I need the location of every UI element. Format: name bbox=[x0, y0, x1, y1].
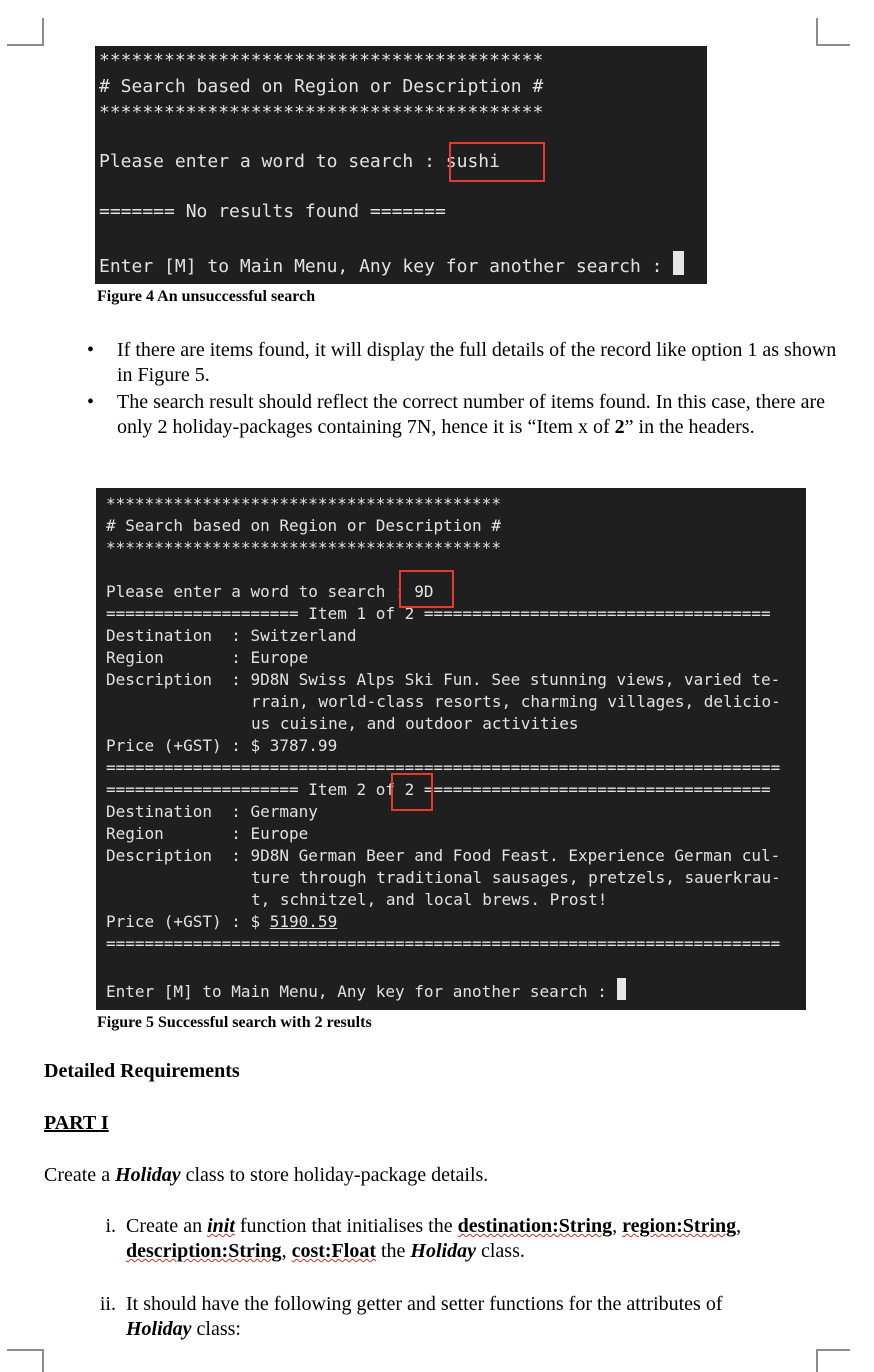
no-results-message: ======= No results found ======= bbox=[99, 201, 446, 222]
req-text: the bbox=[375, 1240, 411, 1262]
price-value: $ 3787.99 bbox=[250, 736, 338, 755]
item-2-price bbox=[106, 912, 337, 931]
footer-prompt-line bbox=[99, 251, 684, 277]
footer-prompt: Enter [M] to Main Menu, Any key for another search : bbox=[99, 256, 674, 277]
item-1-region bbox=[106, 648, 308, 667]
item-1-destination bbox=[106, 626, 356, 645]
header-rule: ==================================== bbox=[414, 780, 771, 799]
destination-value: Switzerland bbox=[250, 626, 357, 645]
requirement-item bbox=[86, 1214, 866, 1266]
bullet-text: The search result should reflect the correct number of items found. In this case, there are only 2 holiday-packages containing 7N, hence it is “Item x of bbox=[117, 391, 826, 438]
description-line: 9D8N Swiss Alps Ski Fun. See stunning views, varied te- bbox=[250, 670, 781, 689]
item-2-header bbox=[106, 780, 771, 799]
bullet-text: If there are items found, it will display the full details of the record like option 1 as shown in Figure 5. bbox=[117, 339, 837, 386]
requirement-number: i. bbox=[105, 1215, 116, 1237]
price-label: Price (+GST) : bbox=[106, 912, 251, 931]
bullet-text-end: ” in the headers. bbox=[624, 415, 755, 438]
corner-mark-top-left bbox=[0, 0, 44, 48]
destination-label: Destination : bbox=[106, 626, 251, 645]
item-2-header-text: Item 2 of 2 bbox=[308, 780, 415, 799]
class-name: Holiday bbox=[410, 1240, 476, 1262]
description-line: 9D8N German Beer and Food Feast. Experience German cul- bbox=[250, 846, 781, 865]
separator-rule: ====================================================================== bbox=[106, 758, 781, 777]
region-label: Region : bbox=[106, 648, 251, 667]
destination-value: Germany bbox=[250, 802, 318, 821]
corner-mark-bottom-right bbox=[814, 1340, 864, 1372]
intro-paragraph bbox=[44, 1164, 488, 1187]
price-prefix: $ bbox=[250, 912, 270, 931]
item-2-destination bbox=[106, 802, 318, 821]
description-line: ture through traditional sausages, pretzels, sauerkrau- bbox=[251, 868, 781, 887]
text-cursor bbox=[617, 978, 626, 1000]
item-2-region bbox=[106, 824, 308, 843]
req-text: function that initialises the bbox=[234, 1215, 458, 1237]
bullet-list bbox=[80, 338, 840, 442]
highlight-box-result-count bbox=[391, 773, 433, 811]
requirement-item bbox=[86, 1292, 866, 1344]
bullet-bold-number: 2 bbox=[614, 415, 625, 438]
req-text: class: bbox=[191, 1318, 241, 1340]
bullet-dot-icon: • bbox=[87, 391, 95, 413]
req-text: , bbox=[612, 1215, 623, 1237]
item-2-description bbox=[106, 846, 780, 865]
footer-prompt-line bbox=[106, 978, 626, 1001]
item-1-price bbox=[106, 736, 337, 755]
requirement-text bbox=[126, 1292, 846, 1342]
region-label: Region : bbox=[106, 824, 251, 843]
item-1-description bbox=[106, 670, 780, 689]
destination-label: Destination : bbox=[106, 802, 251, 821]
attribute-description: description:String bbox=[126, 1240, 282, 1262]
terminal-figure-4 bbox=[95, 46, 707, 284]
stars-line: ***************************************** bbox=[106, 538, 501, 557]
stars-line: ***************************************** bbox=[99, 50, 544, 71]
req-text: class. bbox=[475, 1240, 525, 1262]
attribute-destination: destination:String bbox=[457, 1215, 613, 1237]
search-prompt: Please enter a word to search : bbox=[106, 582, 415, 601]
part-heading: PART I bbox=[44, 1112, 109, 1134]
price-label: Price (+GST) : bbox=[106, 736, 251, 755]
search-title: # Search based on Region or Description # bbox=[99, 76, 544, 97]
description-label: Description : bbox=[106, 670, 251, 689]
text-cursor bbox=[673, 251, 684, 275]
header-rule: ==================== bbox=[106, 780, 309, 799]
req-text: , bbox=[736, 1215, 742, 1237]
header-rule: ==================================== bbox=[414, 604, 771, 623]
description-line: rrain, world-class resorts, charming villages, delicio- bbox=[251, 692, 781, 711]
attribute-region: region:String bbox=[622, 1215, 737, 1237]
req-text: , bbox=[281, 1240, 292, 1262]
footer-prompt: Enter [M] to Main Menu, Any key for another search : bbox=[106, 982, 617, 1001]
region-value: Europe bbox=[250, 648, 309, 667]
corner-mark-bottom-left bbox=[0, 1340, 44, 1372]
highlight-box-search-term bbox=[449, 142, 545, 182]
corner-mark-top-right bbox=[814, 0, 864, 48]
price-value: 5190.59 bbox=[269, 912, 338, 931]
highlight-box-search-term bbox=[399, 570, 454, 608]
bullet-dot-icon: • bbox=[87, 339, 95, 361]
req-text: Create an bbox=[126, 1215, 208, 1237]
requirement-number: ii. bbox=[99, 1293, 116, 1315]
search-prompt: Please enter a word to search : bbox=[99, 151, 446, 172]
description-line: us cuisine, and outdoor activities bbox=[251, 714, 579, 733]
search-input-value: 9D bbox=[414, 582, 434, 601]
search-prompt-line bbox=[99, 151, 500, 172]
init-keyword: init bbox=[207, 1215, 235, 1237]
description-line: t, schnitzel, and local brews. Prost! bbox=[251, 890, 608, 909]
separator-rule: ====================================================================== bbox=[106, 934, 781, 953]
intro-text-end: class to store holiday-package details. bbox=[180, 1164, 489, 1186]
figure-5-caption: Figure 5 Successful search with 2 results bbox=[97, 1014, 372, 1031]
class-name: Holiday bbox=[126, 1318, 192, 1340]
stars-line: ***************************************** bbox=[106, 494, 501, 513]
req-text: It should have the following getter and setter functions for the attributes of bbox=[126, 1293, 723, 1315]
class-name: Holiday bbox=[115, 1164, 181, 1186]
requirement-text bbox=[126, 1214, 846, 1264]
intro-text: Create a bbox=[44, 1164, 116, 1186]
region-value: Europe bbox=[250, 824, 309, 843]
bullet-item bbox=[80, 390, 840, 439]
bullet-item bbox=[80, 338, 840, 387]
search-title: # Search based on Region or Description # bbox=[106, 516, 501, 535]
attribute-cost: cost:Float bbox=[291, 1240, 376, 1262]
header-rule: ==================== bbox=[106, 604, 309, 623]
search-prompt-line bbox=[106, 582, 434, 601]
terminal-figure-5 bbox=[96, 488, 806, 1010]
figure-4-caption: Figure 4 An unsuccessful search bbox=[97, 288, 316, 305]
description-label: Description : bbox=[106, 846, 251, 865]
stars-line: ***************************************** bbox=[99, 102, 544, 123]
search-input-value: sushi bbox=[445, 151, 500, 172]
section-heading: Detailed Requirements bbox=[44, 1060, 240, 1082]
item-1-header-text: Item 1 of 2 bbox=[308, 604, 415, 623]
